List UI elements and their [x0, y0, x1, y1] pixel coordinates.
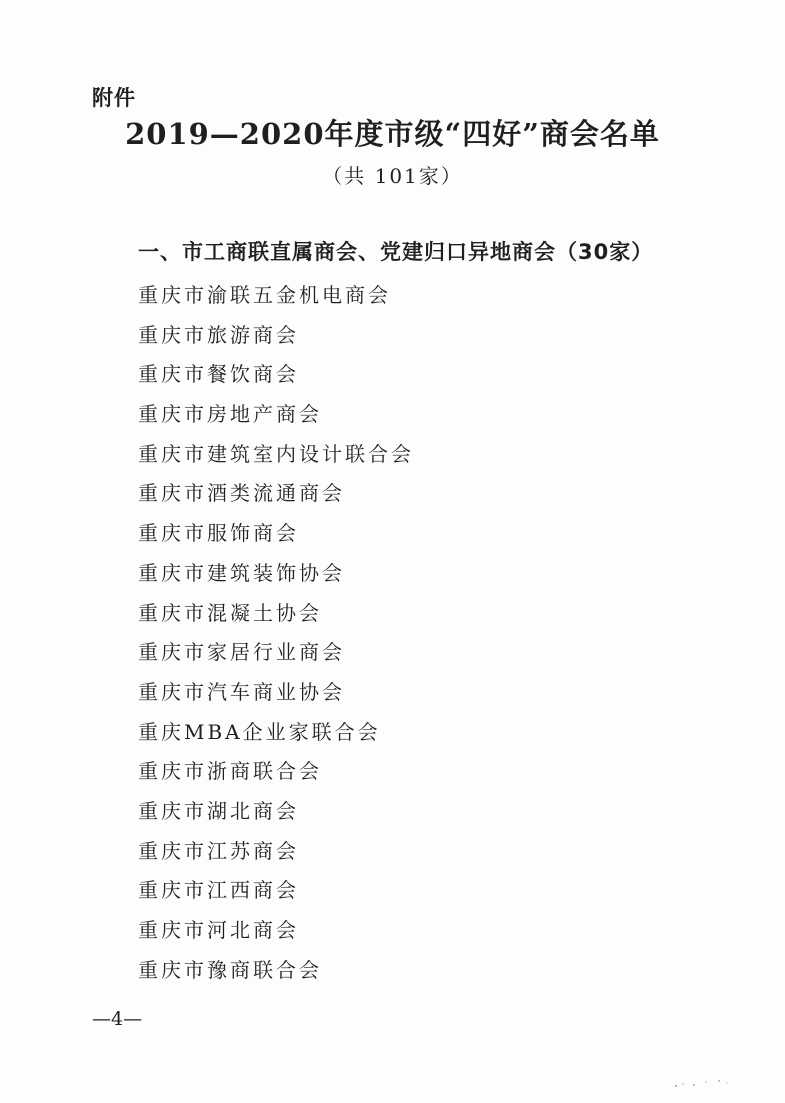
organization-item: 重庆市豫商联合会 [138, 957, 322, 982]
organization-item: 重庆市餐饮商会 [138, 362, 299, 387]
organization-item: 重庆市旅游商会 [138, 322, 299, 347]
organization-item: 重庆市混凝土协会 [138, 600, 322, 625]
organization-item: 重庆市家居行业商会 [138, 640, 345, 665]
organization-item: 重庆市浙商联合会 [138, 759, 322, 784]
attachment-label: 附件 [92, 86, 136, 110]
scan-speck-marks [672, 1076, 732, 1090]
organization-item: 重庆市建筑室内设计联合会 [138, 441, 414, 466]
section-heading: 一、市工商联直属商会、党建归口异地商会（30家） [138, 240, 654, 264]
organization-item: 重庆市江苏商会 [138, 838, 299, 863]
organization-item: 重庆市建筑装饰协会 [138, 560, 345, 585]
organization-list [138, 280, 414, 994]
organization-item: 重庆市河北商会 [138, 918, 299, 942]
organization-item: 重庆市江西商会 [138, 878, 299, 903]
organization-item: 重庆MBA企业家联合会 [138, 719, 381, 744]
document-title: 2019—2020年度市级“四好”商会名单 [125, 117, 660, 151]
organization-item: 重庆市汽车商业协会 [138, 679, 345, 704]
organization-item: 重庆市湖北商会 [138, 798, 299, 823]
organization-item: 重庆市渝联五金机电商会 [138, 283, 391, 307]
organization-item: 重庆市酒类流通商会 [138, 481, 345, 506]
page-number: —4— [92, 1008, 143, 1030]
organization-item: 重庆市房地产商会 [138, 402, 322, 427]
organization-item: 重庆市服饰商会 [138, 521, 299, 546]
document-subtitle: （共 101家） [322, 164, 463, 188]
